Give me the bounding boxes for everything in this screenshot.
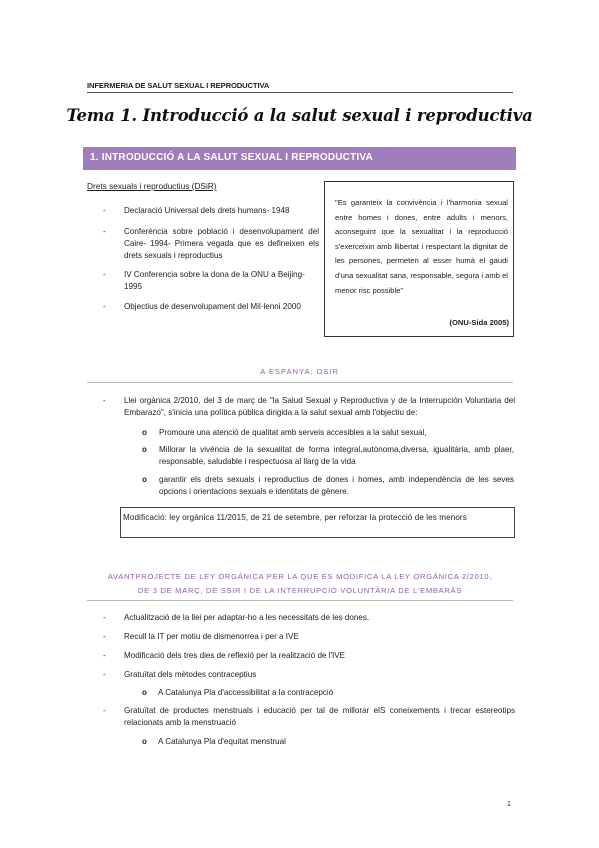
circle-bullet: o [142, 445, 147, 454]
document-header: INFERMERIA DE SALUT SEXUAL I REPRODUCTIVA [87, 81, 270, 90]
dash-bullet: - [103, 396, 106, 405]
section-heading-bar [83, 147, 516, 170]
circle-bullet: o [142, 475, 147, 484]
list-item-text: Modificació dels tres dies de reflexió per la realització de l'IVE [124, 651, 346, 660]
page-title: Tema 1. Introducció a la salut sexual i reproductiva [66, 106, 533, 125]
dash-bullet: - [103, 206, 106, 215]
list-item-text: Actualització de la llei per adaptar-ho a les necessitats de les dones. [124, 613, 370, 622]
dash-bullet: - [103, 227, 106, 236]
dash-bullet: - [103, 706, 106, 715]
quote-source: (ONU-Sida 2005) [449, 318, 509, 327]
circle-bullet: o [142, 737, 147, 746]
list-item-text: Gratuïtat de productes menstruals i educació per tal de millorar elS coneixements i trecar estereotips relacionats amb la menstruació [124, 706, 515, 727]
draft-heading-line-1: AVANTPROJECTE DE LEY ORGÁNICA PER LA QUE ES MODIFICA LA LEY ORGÁNICA 2/2010, [107, 572, 493, 581]
circle-bullet: o [142, 688, 147, 697]
list-item-text: Declaració Universal dels drets humans- 1948 [124, 206, 290, 215]
draft-heading [70, 570, 530, 598]
list-item-text: Recull la IT per motiu de dismenorrea i per a IVE [124, 632, 299, 641]
list-item-text: A Catalunya Pla d'accessibilitat a la contracepció [158, 688, 334, 697]
dash-bullet: - [103, 302, 106, 311]
list-item-text: A Catalunya Pla d'equitat menstrual [158, 737, 286, 746]
dash-bullet: - [103, 613, 106, 622]
dash-bullet: - [103, 270, 106, 279]
dash-bullet: - [103, 670, 106, 679]
modification-text: Modificació: ley orgánica 11/2015, de 21 de setembre, per reforzar la protecció de les menors [123, 513, 467, 522]
list-item-text: Gratuïtat dels mètodes contraceptius [124, 670, 257, 679]
dash-bullet: - [103, 651, 106, 660]
draft-divider [87, 600, 513, 601]
draft-heading-line-2: DE 3 DE MARÇ, DE SSIR I DE LA INTERRUPCIÓ VOLUNTÀRIA DE L'EMBARÀS [137, 586, 463, 595]
quote-text: "Es garanteix la convivència i l'harmonia sexual entre homes i dones, entre adults i menors, aconseguint que la sexualitat i la reproducció s'exerceixin amb llibertat i respectant la dignitat de les persones, permeten al esser humà el gaudi d'una sexualitat sana, responsable, segura i amb el menor risc possible" [335, 198, 508, 295]
objective-text: Promoure una atenció de qualitat amb serveis accesibles a la salut sexual, [159, 428, 427, 437]
page-number: 1 [507, 801, 511, 808]
list-item-text: Objectius de desenvolupament del Mil·lenni 2000 [124, 302, 301, 311]
section-heading: 1. INTRODUCCIÓ A LA SALUT SEXUAL I REPRODUCTIVA [90, 152, 373, 163]
dsir-subheading: Drets sexuals i reproductius (DSiR) [87, 181, 217, 191]
spain-divider [87, 382, 513, 383]
list-item-text: Conferència sobre població i desenvolupament del Caire- 1994- Primera vegada que es defineixen els drets sexuals i reproductius [124, 227, 319, 260]
law-text: Llei orgànica 2/2010, del 3 de març de "la Salud Sexual y Reproductiva y de la Interrupción Voluntaria del Embarazo", s'inicia una política pública dirigida a la salut sexual amb l'objectiu de: [124, 396, 515, 417]
header-divider [87, 92, 513, 93]
objective-text: garantir els drets sexuals i reproductius de dones i homes, amb independència de les seves opcions i orientacions sexuals e identitats de gènere. [159, 475, 514, 496]
circle-bullet: o [142, 428, 147, 437]
dash-bullet: - [103, 632, 106, 641]
spain-heading: A ESPANYA: DSIR [260, 367, 339, 376]
objective-text: Millorar la vivència de la sexualitat de forma integral,autònoma,diversa, igualitària, amb plaer, responsable, saludable i respectuosa al llarg de la vida [159, 445, 514, 466]
list-item-text: IV Conferencia sobre la dona de la ONU a Beijing- 1995 [124, 270, 305, 291]
